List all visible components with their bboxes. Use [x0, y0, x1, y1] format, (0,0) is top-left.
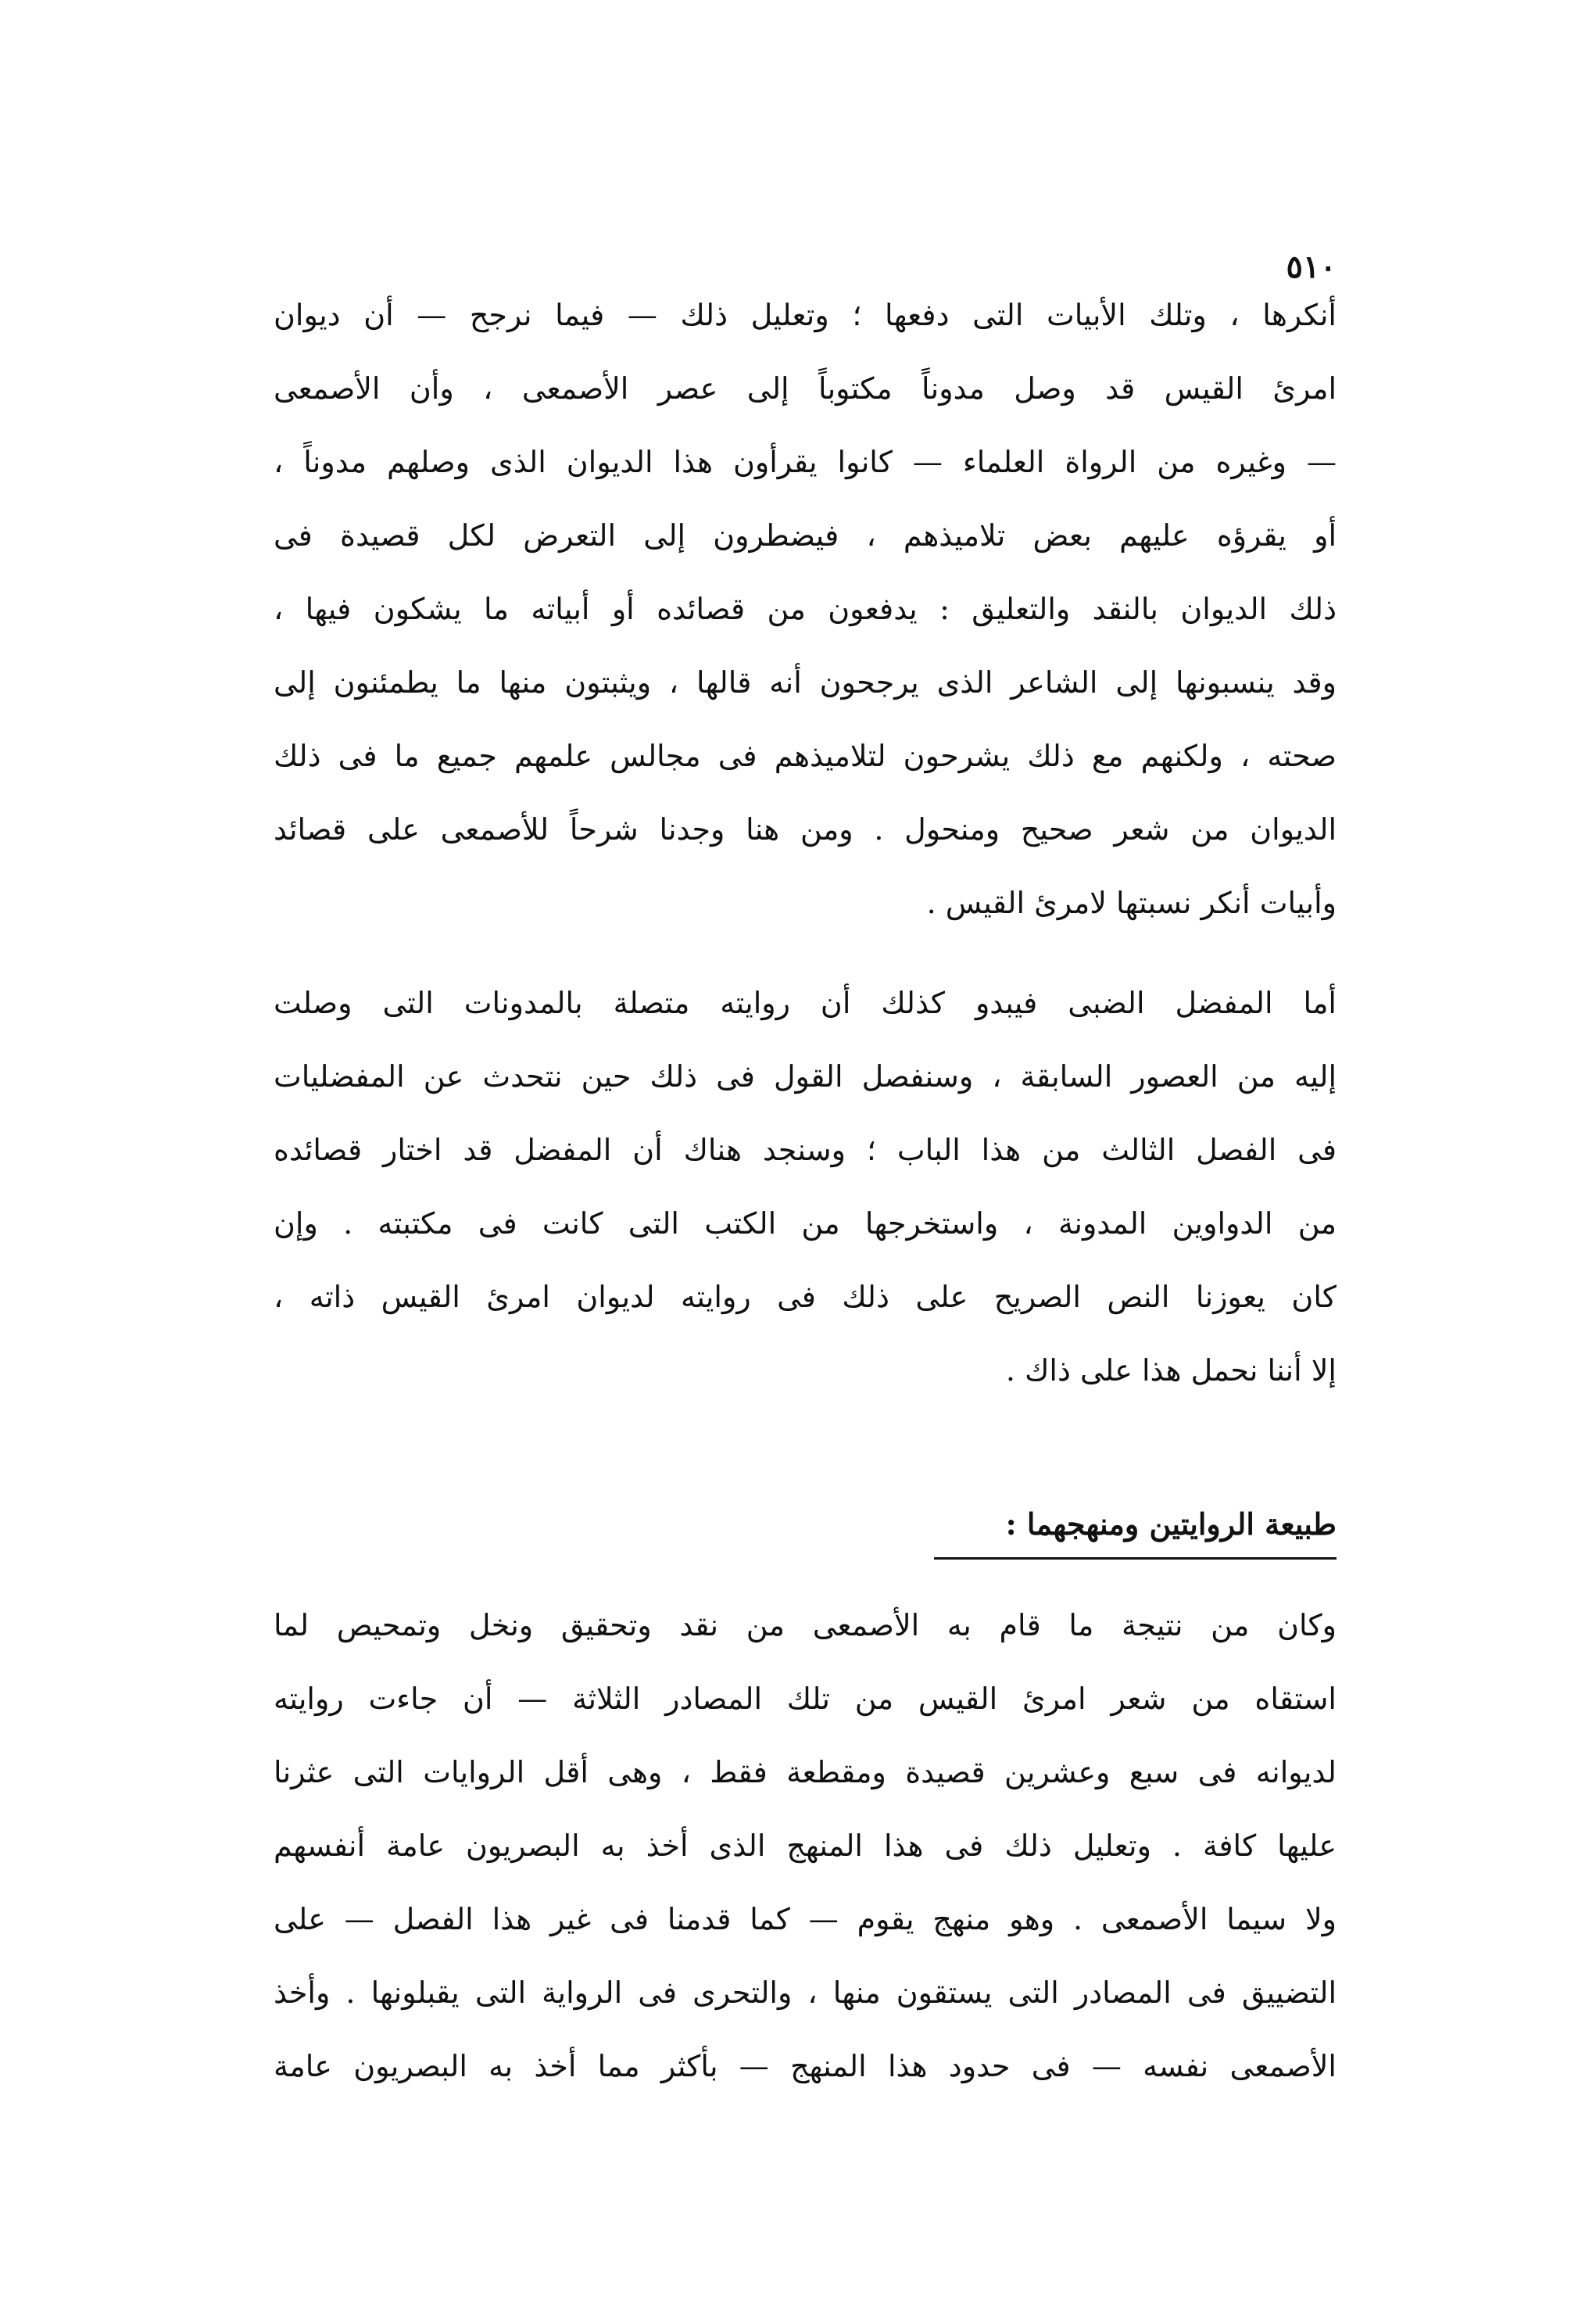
- text-line: صحته ، ولكنهم مع ذلك يشرحون لتلاميذهم فى مجالس علمهم جميع ما فى ذلك: [274, 739, 1337, 773]
- text-line: الأصمعى نفسه — فى حدود هذا المنهج — بأكثر مما أخذ به البصريون عامة: [274, 2049, 1337, 2083]
- text-line: عليها كافة . وتعليل ذلك فى هذا المنهج الذى أخذ به البصريون عامة أنفسهم: [274, 1828, 1337, 1863]
- text-line: كان يعوزنا النص الصريح على ذلك فى روايته لديوان امرئ القيس ذاته ،: [274, 1280, 1337, 1314]
- paragraph-2: [274, 966, 1337, 1407]
- text-line: — وغيره من الرواة العلماء — كانوا يقرأون هذا الديوان الذى وصلهم مدوناً ،: [274, 445, 1337, 479]
- text-line: إلا أننا نحمل هذا على ذاك .: [1005, 1353, 1337, 1388]
- text-line: أما المفضل الضبى فيبدو كذلك أن روايته متصلة بالمدونات التى وصلت: [274, 986, 1337, 1020]
- text-line: إليه من العصور السابقة ، وسنفصل القول فى ذلك حين نتحدث عن المفضليات: [274, 1059, 1337, 1094]
- section-heading: طبيعة الروايتين ومنهجهما :: [1005, 1506, 1337, 1542]
- text-line: من الدواوين المدونة ، واستخرجها من الكتب التى كانت فى مكتبته . وإن: [274, 1206, 1337, 1241]
- heading-underline: [934, 1557, 1337, 1560]
- paragraph-3: [274, 1588, 1337, 2103]
- text-line: لديوانه فى سبع وعشرين قصيدة ومقطعة فقط ، وهى أقل الروايات التى عثرنا: [274, 1755, 1337, 1789]
- text-line: الديوان من شعر صحيح ومنحول . ومن هنا وجدنا شرحاً للأصمعى على قصائد: [274, 812, 1337, 847]
- text-line: ذلك الديوان بالنقد والتعليق : يدفعون من قصائده أو أبياته ما يشكون فيها ،: [274, 592, 1337, 626]
- text-line: امرئ القيس قد وصل مدوناً مكتوباً إلى عصر الأصمعى ، وأن الأصمعى: [274, 371, 1337, 406]
- text-line: وقد ينسبونها إلى الشاعر الذى يرجحون أنه قالها ، ويثبتون منها ما يطمئنون إلى: [274, 665, 1337, 700]
- text-line: أنكرها ، وتلك الأبيات التى دفعها ؛ وتعليل ذلك — فيما نرجح — أن ديوان: [274, 298, 1337, 332]
- text-line: وكان من نتيجة ما قام به الأصمعى من نقد وتحقيق ونخل وتمحيص لما: [274, 1608, 1337, 1642]
- paragraph-1: [274, 278, 1337, 940]
- text-line: ولا سيما الأصمعى . وهو منهج يقوم — كما قدمنا فى غير هذا الفصل — على: [274, 1902, 1337, 1936]
- text-line: وأبيات أنكر نسبتها لامرئ القيس .: [926, 886, 1337, 920]
- text-line: استقاه من شعر امرئ القيس من تلك المصادر الثلاثة — أن جاءت روايته: [274, 1682, 1337, 1716]
- text-line: أو يقرؤه عليهم بعض تلاميذهم ، فيضطرون إلى التعرض لكل قصيدة فى: [274, 518, 1337, 553]
- text-line: فى الفصل الثالث من هذا الباب ؛ وسنجد هناك أن المفضل قد اختار قصائده: [274, 1133, 1337, 1167]
- text-line: التضييق فى المصادر التى يستقون منها ، والتحرى فى الرواية التى يقبلونها . وأخذ: [274, 1975, 1337, 2010]
- page-number: ٥١٠: [1286, 249, 1337, 285]
